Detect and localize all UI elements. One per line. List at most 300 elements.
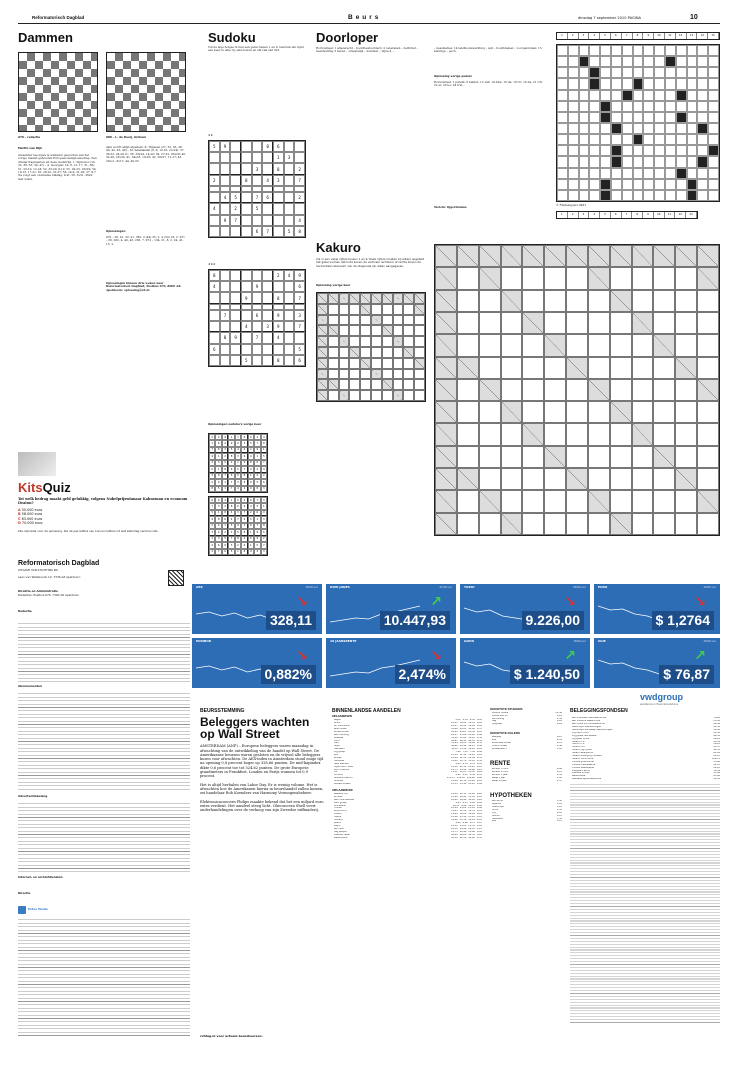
crossword-cell[interactable] <box>600 168 611 179</box>
crossword-cell[interactable] <box>579 67 590 78</box>
kakuro-cell[interactable] <box>328 336 339 347</box>
crossword-cell[interactable] <box>589 101 600 112</box>
crossword-cell[interactable] <box>622 45 633 56</box>
crossword-cell[interactable] <box>568 145 579 156</box>
kakuro-cell[interactable] <box>393 379 404 390</box>
crossword-cell[interactable] <box>611 56 622 67</box>
kakuro-cell[interactable] <box>632 468 654 490</box>
crossword-cell[interactable] <box>654 56 665 67</box>
kakuro-cell[interactable] <box>382 315 393 326</box>
kakuro-cell[interactable] <box>675 423 697 445</box>
crossword-cell[interactable] <box>708 112 719 123</box>
crossword-cell[interactable] <box>568 123 579 134</box>
kakuro-cell[interactable] <box>360 315 371 326</box>
kakuro-cell[interactable] <box>328 347 339 358</box>
kakuro-cell[interactable] <box>653 423 675 445</box>
kakuro-cell[interactable] <box>675 290 697 312</box>
crossword-cell[interactable] <box>633 168 644 179</box>
kakuro-cell[interactable] <box>522 468 544 490</box>
crossword-cell[interactable] <box>708 190 719 201</box>
kakuro-cell[interactable] <box>414 325 425 336</box>
crossword-cell[interactable] <box>622 56 633 67</box>
crossword-cell[interactable] <box>600 112 611 123</box>
kakuro-cell[interactable] <box>349 336 360 347</box>
crossword-cell[interactable] <box>687 168 698 179</box>
kakuro-cell[interactable] <box>588 468 610 490</box>
crossword-cell[interactable] <box>643 179 654 190</box>
kakuro-cell[interactable] <box>544 423 566 445</box>
crossword-cell[interactable] <box>600 56 611 67</box>
kakuro-cell[interactable] <box>403 369 414 380</box>
kakuro-cell[interactable] <box>632 446 654 468</box>
crossword-cell[interactable] <box>654 179 665 190</box>
kakuro-cell[interactable] <box>522 290 544 312</box>
kakuro-cell[interactable] <box>675 267 697 289</box>
crossword-cell[interactable] <box>697 90 708 101</box>
crossword-cell[interactable] <box>622 112 633 123</box>
crossword-cell[interactable] <box>643 145 654 156</box>
crossword-cell[interactable] <box>697 78 708 89</box>
kakuro-cell[interactable] <box>457 290 479 312</box>
crossword-cell[interactable] <box>633 190 644 201</box>
kakuro-cell[interactable] <box>393 304 404 315</box>
kakuro-cell[interactable] <box>371 325 382 336</box>
kakuro-cell[interactable] <box>371 336 382 347</box>
crossword-cell[interactable] <box>676 112 687 123</box>
kakuro-cell[interactable] <box>457 312 479 334</box>
crossword-cell[interactable] <box>622 101 633 112</box>
crossword-cell[interactable] <box>708 90 719 101</box>
crossword-cell[interactable] <box>557 45 568 56</box>
crossword-cell[interactable] <box>654 168 665 179</box>
crossword-cell[interactable] <box>654 112 665 123</box>
crossword-cell[interactable] <box>708 168 719 179</box>
kakuro-cell[interactable] <box>653 312 675 334</box>
crossword-cell[interactable] <box>600 145 611 156</box>
kitsquiz-option-c[interactable]: C 63.000 euro <box>18 516 43 521</box>
kakuro-cell[interactable] <box>501 379 523 401</box>
kakuro-cell[interactable] <box>610 446 632 468</box>
crossword-cell[interactable] <box>568 90 579 101</box>
crossword-cell[interactable] <box>600 90 611 101</box>
crossword-cell[interactable] <box>568 112 579 123</box>
crossword-cell[interactable] <box>676 78 687 89</box>
kakuro-cell[interactable] <box>339 304 350 315</box>
crossword-cell[interactable] <box>676 190 687 201</box>
crossword-cell[interactable] <box>643 78 654 89</box>
crossword-cell[interactable] <box>676 101 687 112</box>
crossword-cell[interactable] <box>557 190 568 201</box>
kakuro-cell[interactable] <box>382 358 393 369</box>
crossword-cell[interactable] <box>557 78 568 89</box>
crossword-cell[interactable] <box>697 145 708 156</box>
crossword-cell[interactable] <box>622 134 633 145</box>
crossword-cell[interactable] <box>633 123 644 134</box>
kakuro-cell[interactable] <box>588 290 610 312</box>
kakuro-cell[interactable] <box>393 358 404 369</box>
kakuro-cell[interactable] <box>610 468 632 490</box>
kakuro-cell[interactable] <box>522 513 544 535</box>
kakuro-cell[interactable] <box>653 490 675 512</box>
crossword-cell[interactable] <box>654 134 665 145</box>
crossword-cell[interactable] <box>579 145 590 156</box>
crossword-cell[interactable] <box>665 145 676 156</box>
kakuro-cell[interactable] <box>349 358 360 369</box>
kakuro-cell[interactable] <box>457 401 479 423</box>
kakuro-cell[interactable] <box>328 358 339 369</box>
crossword-cell[interactable] <box>611 67 622 78</box>
kakuro-cell[interactable] <box>697 357 719 379</box>
kakuro-cell[interactable] <box>675 401 697 423</box>
kakuro-cell[interactable] <box>588 513 610 535</box>
kakuro-cell[interactable] <box>566 267 588 289</box>
crossword-cell[interactable] <box>579 112 590 123</box>
kakuro-cell[interactable] <box>610 334 632 356</box>
kakuro-cell[interactable] <box>501 312 523 334</box>
kakuro-cell[interactable] <box>501 446 523 468</box>
kakuro-cell[interactable] <box>393 315 404 326</box>
kakuro-cell[interactable] <box>382 336 393 347</box>
kakuro-cell[interactable] <box>414 336 425 347</box>
crossword-cell[interactable] <box>654 101 665 112</box>
crossword-cell[interactable] <box>697 190 708 201</box>
crossword-cell[interactable] <box>687 156 698 167</box>
kakuro-cell[interactable] <box>697 312 719 334</box>
crossword-cell[interactable] <box>687 190 698 201</box>
crossword-cell[interactable] <box>676 56 687 67</box>
kakuro-cell[interactable] <box>697 334 719 356</box>
kakuro-cell[interactable] <box>675 490 697 512</box>
crossword-cell[interactable] <box>654 190 665 201</box>
crossword-cell[interactable] <box>568 45 579 56</box>
crossword-cell[interactable] <box>579 134 590 145</box>
kakuro-cell[interactable] <box>653 357 675 379</box>
crossword-cell[interactable] <box>643 45 654 56</box>
crossword-cell[interactable] <box>665 179 676 190</box>
crossword-cell[interactable] <box>633 179 644 190</box>
crossword-cell[interactable] <box>579 168 590 179</box>
kakuro-cell[interactable] <box>544 379 566 401</box>
kakuro-cell[interactable] <box>610 267 632 289</box>
crossword-cell[interactable] <box>643 190 654 201</box>
kakuro-cell[interactable] <box>403 336 414 347</box>
crossword-cell[interactable] <box>665 67 676 78</box>
kakuro-cell[interactable] <box>653 290 675 312</box>
crossword-cell[interactable] <box>676 45 687 56</box>
crossword-cell[interactable] <box>708 78 719 89</box>
crossword-cell[interactable] <box>589 156 600 167</box>
crossword-cell[interactable] <box>579 156 590 167</box>
crossword-cell[interactable] <box>676 90 687 101</box>
crossword-cell[interactable] <box>600 101 611 112</box>
kakuro-cell[interactable] <box>653 468 675 490</box>
crossword-cell[interactable] <box>676 145 687 156</box>
crossword-cell[interactable] <box>654 123 665 134</box>
kakuro-cell[interactable] <box>675 379 697 401</box>
crossword-cell[interactable] <box>687 179 698 190</box>
crossword-cell[interactable] <box>622 67 633 78</box>
crossword-cell[interactable] <box>557 112 568 123</box>
kakuro-cell[interactable] <box>610 357 632 379</box>
crossword-cell[interactable] <box>676 156 687 167</box>
kakuro-cell[interactable] <box>371 379 382 390</box>
crossword-cell[interactable] <box>611 123 622 134</box>
kakuro-cell[interactable] <box>632 290 654 312</box>
crossword-cell[interactable] <box>611 45 622 56</box>
kakuro-cell[interactable] <box>501 468 523 490</box>
kakuro-cell[interactable] <box>588 357 610 379</box>
kakuro-cell[interactable] <box>479 468 501 490</box>
kakuro-cell[interactable] <box>566 423 588 445</box>
crossword-cell[interactable] <box>568 179 579 190</box>
crossword-cell[interactable] <box>708 134 719 145</box>
crossword-cell[interactable] <box>708 56 719 67</box>
crossword-cell[interactable] <box>622 145 633 156</box>
kakuro-cell[interactable] <box>457 446 479 468</box>
kakuro-cell[interactable] <box>544 357 566 379</box>
crossword-cell[interactable] <box>589 145 600 156</box>
kakuro-cell[interactable] <box>675 446 697 468</box>
kakuro-cell[interactable] <box>360 336 371 347</box>
crossword-cell[interactable] <box>589 90 600 101</box>
crossword-cell[interactable] <box>643 56 654 67</box>
kakuro-cell[interactable] <box>479 513 501 535</box>
crossword-cell[interactable] <box>600 67 611 78</box>
kakuro-cell[interactable] <box>566 446 588 468</box>
kakuro-cell[interactable] <box>697 446 719 468</box>
kakuro-cell[interactable] <box>403 358 414 369</box>
crossword-cell[interactable] <box>557 123 568 134</box>
crossword-cell[interactable] <box>665 101 676 112</box>
crossword-cell[interactable] <box>665 78 676 89</box>
crossword-cell[interactable] <box>579 123 590 134</box>
crossword-cell[interactable] <box>611 190 622 201</box>
kakuro-cell[interactable] <box>544 267 566 289</box>
crossword-cell[interactable] <box>557 156 568 167</box>
kakuro-cell[interactable] <box>544 312 566 334</box>
kakuro-cell[interactable] <box>653 379 675 401</box>
kakuro-cell[interactable] <box>588 446 610 468</box>
kakuro-cell[interactable] <box>566 290 588 312</box>
crossword-cell[interactable] <box>708 156 719 167</box>
crossword-cell[interactable] <box>568 190 579 201</box>
crossword-cell[interactable] <box>622 123 633 134</box>
crossword-cell[interactable] <box>687 112 698 123</box>
crossword-cell[interactable] <box>708 67 719 78</box>
kakuro-cell[interactable] <box>479 334 501 356</box>
crossword-cell[interactable] <box>589 190 600 201</box>
crossword-cell[interactable] <box>611 145 622 156</box>
crossword-cell[interactable] <box>633 145 644 156</box>
crossword-cell[interactable] <box>589 123 600 134</box>
kakuro-cell[interactable] <box>544 401 566 423</box>
kakuro-cell[interactable] <box>610 490 632 512</box>
crossword-cell[interactable] <box>600 123 611 134</box>
crossword-cell[interactable] <box>687 145 698 156</box>
crossword-cell[interactable] <box>600 156 611 167</box>
crossword-cell[interactable] <box>633 67 644 78</box>
crossword-cell[interactable] <box>654 67 665 78</box>
kakuro-cell[interactable] <box>610 312 632 334</box>
crossword-cell[interactable] <box>589 179 600 190</box>
crossword-cell[interactable] <box>622 78 633 89</box>
kakuro-cell[interactable] <box>544 290 566 312</box>
crossword-cell[interactable] <box>633 56 644 67</box>
kakuro-cell[interactable] <box>588 401 610 423</box>
crossword-cell[interactable] <box>708 45 719 56</box>
crossword-cell[interactable] <box>600 179 611 190</box>
crossword-cell[interactable] <box>633 134 644 145</box>
crossword-cell[interactable] <box>611 78 622 89</box>
kakuro-cell[interactable] <box>675 513 697 535</box>
kakuro-cell[interactable] <box>393 369 404 380</box>
kakuro-cell[interactable] <box>457 379 479 401</box>
crossword-cell[interactable] <box>611 101 622 112</box>
kakuro-cell[interactable] <box>403 304 414 315</box>
crossword-cell[interactable] <box>676 123 687 134</box>
crossword-cell[interactable] <box>665 190 676 201</box>
crossword-cell[interactable] <box>633 90 644 101</box>
kakuro-cell[interactable] <box>349 325 360 336</box>
crossword-cell[interactable] <box>589 67 600 78</box>
kakuro-cell[interactable] <box>393 347 404 358</box>
kakuro-cell[interactable] <box>544 513 566 535</box>
crossword-cell[interactable] <box>622 190 633 201</box>
kakuro-cell[interactable] <box>588 334 610 356</box>
kakuro-cell[interactable] <box>522 446 544 468</box>
crossword-cell[interactable] <box>611 134 622 145</box>
kakuro-cell[interactable] <box>382 304 393 315</box>
crossword-cell[interactable] <box>611 90 622 101</box>
kakuro-cell[interactable] <box>414 347 425 358</box>
kakuro-cell[interactable] <box>566 334 588 356</box>
kakuro-cell[interactable] <box>414 369 425 380</box>
kakuro-cell[interactable] <box>522 401 544 423</box>
crossword-cell[interactable] <box>665 123 676 134</box>
crossword-cell[interactable] <box>579 90 590 101</box>
crossword-cell[interactable] <box>611 156 622 167</box>
crossword-cell[interactable] <box>589 45 600 56</box>
crossword-cell[interactable] <box>568 156 579 167</box>
crossword-cell[interactable] <box>665 56 676 67</box>
kakuro-cell[interactable] <box>632 267 654 289</box>
crossword-cell[interactable] <box>611 112 622 123</box>
kakuro-cell[interactable] <box>522 490 544 512</box>
crossword-cell[interactable] <box>697 112 708 123</box>
kitsquiz-option-a[interactable]: A 50.000 euro <box>18 508 43 512</box>
kakuro-cell[interactable] <box>328 315 339 326</box>
crossword-cell[interactable] <box>654 90 665 101</box>
kakuro-cell[interactable] <box>522 334 544 356</box>
crossword-cell[interactable] <box>557 90 568 101</box>
kakuro-cell[interactable] <box>697 423 719 445</box>
crossword-cell[interactable] <box>697 45 708 56</box>
crossword-cell[interactable] <box>568 78 579 89</box>
crossword-cell[interactable] <box>697 123 708 134</box>
crossword-cell[interactable] <box>589 78 600 89</box>
kakuro-cell[interactable] <box>632 379 654 401</box>
kakuro-cell[interactable] <box>610 379 632 401</box>
crossword-cell[interactable] <box>654 156 665 167</box>
crossword-cell[interactable] <box>622 156 633 167</box>
kakuro-cell[interactable] <box>328 304 339 315</box>
crossword-cell[interactable] <box>643 101 654 112</box>
kakuro-cell[interactable] <box>382 390 393 401</box>
crossword-cell[interactable] <box>579 179 590 190</box>
crossword-cell[interactable] <box>697 101 708 112</box>
kakuro-cell[interactable] <box>403 379 414 390</box>
crossword-cell[interactable] <box>665 45 676 56</box>
crossword-cell[interactable] <box>600 78 611 89</box>
crossword-cell[interactable] <box>697 156 708 167</box>
kakuro-cell[interactable] <box>360 390 371 401</box>
kakuro-cell[interactable] <box>339 347 350 358</box>
crossword-cell[interactable] <box>622 168 633 179</box>
crossword-cell[interactable] <box>622 90 633 101</box>
crossword-cell[interactable] <box>611 168 622 179</box>
crossword-cell[interactable] <box>633 101 644 112</box>
crossword-cell[interactable] <box>687 78 698 89</box>
kakuro-cell[interactable] <box>349 369 360 380</box>
crossword-cell[interactable] <box>633 78 644 89</box>
kakuro-cell[interactable] <box>349 315 360 326</box>
kakuro-cell[interactable] <box>403 325 414 336</box>
kakuro-cell[interactable] <box>457 334 479 356</box>
kakuro-cell[interactable] <box>566 379 588 401</box>
kakuro-cell[interactable] <box>349 390 360 401</box>
crossword-cell[interactable] <box>643 123 654 134</box>
crossword-cell[interactable] <box>665 90 676 101</box>
crossword-cell[interactable] <box>708 145 719 156</box>
crossword-cell[interactable] <box>589 134 600 145</box>
crossword-cell[interactable] <box>568 168 579 179</box>
crossword-cell[interactable] <box>676 179 687 190</box>
crossword-cell[interactable] <box>568 56 579 67</box>
kakuro-cell[interactable] <box>339 325 350 336</box>
kakuro-cell[interactable] <box>501 357 523 379</box>
crossword-cell[interactable] <box>579 56 590 67</box>
crossword-cell[interactable] <box>665 134 676 145</box>
crossword-cell[interactable] <box>697 134 708 145</box>
crossword-cell[interactable] <box>557 67 568 78</box>
kakuro-cell[interactable] <box>588 312 610 334</box>
kakuro-cell[interactable] <box>653 401 675 423</box>
kakuro-cell[interactable] <box>675 312 697 334</box>
crossword-cell[interactable] <box>697 67 708 78</box>
kakuro-cell[interactable] <box>697 468 719 490</box>
crossword-cell[interactable] <box>611 179 622 190</box>
crossword-cell[interactable] <box>633 112 644 123</box>
crossword-cell[interactable] <box>687 56 698 67</box>
crossword-cell[interactable] <box>589 112 600 123</box>
crossword-cell[interactable] <box>600 190 611 201</box>
crossword-cell[interactable] <box>568 101 579 112</box>
crossword-cell[interactable] <box>579 101 590 112</box>
crossword-cell[interactable] <box>643 67 654 78</box>
kakuro-cell[interactable] <box>479 357 501 379</box>
crossword-cell[interactable] <box>633 156 644 167</box>
kakuro-cell[interactable] <box>501 267 523 289</box>
crossword-cell[interactable] <box>687 101 698 112</box>
kakuro-cell[interactable] <box>522 379 544 401</box>
kakuro-cell[interactable] <box>588 423 610 445</box>
crossword-cell[interactable] <box>708 179 719 190</box>
crossword-cell[interactable] <box>643 168 654 179</box>
kakuro-cell[interactable] <box>697 513 719 535</box>
crossword-cell[interactable] <box>643 134 654 145</box>
kakuro-cell[interactable] <box>632 490 654 512</box>
kakuro-cell[interactable] <box>457 513 479 535</box>
